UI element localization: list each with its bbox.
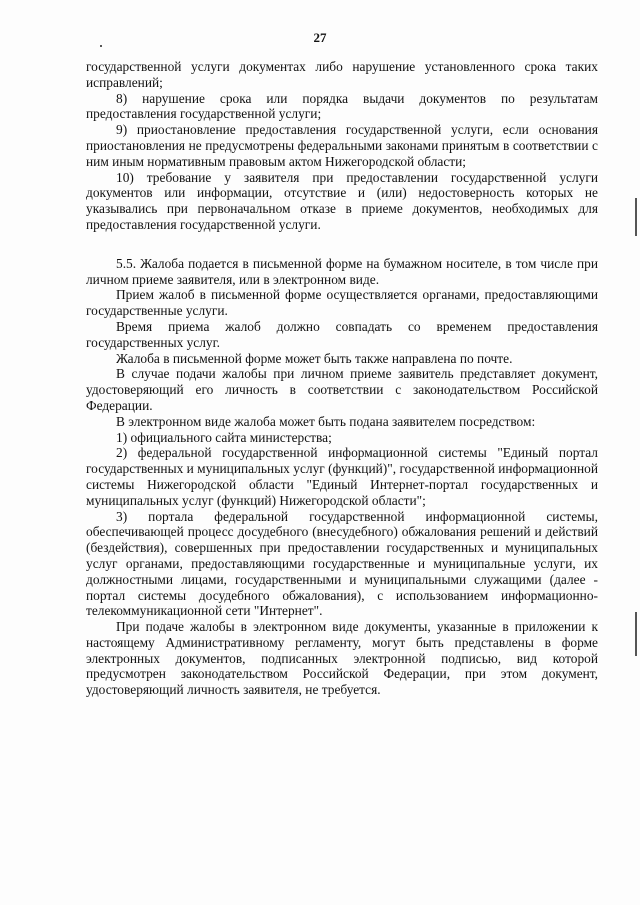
scan-speck <box>100 45 102 47</box>
paragraph-personal-reception: В случае подачи жалобы при личном приеме заявитель представляет документ, удостоверяющий его личность в соответствии с законодательством Российской Федерации. <box>86 366 598 413</box>
scan-edge-mark <box>635 198 637 236</box>
list-item-8: 8) нарушение срока или порядка выдачи документов по результатам предоставления государственной услуги; <box>86 90 598 122</box>
electronic-item-2: 2) федеральной государственной информационной системы "Единый портал государственных и муниципальных услуг (функций)", государственной информационной системы Нижегородской области "Единый Интернет-портал государственных и муниципальных услуг (функций) Нижегородской области"; <box>86 445 598 508</box>
paragraph-electronic-documents: При подаче жалобы в электронном виде документы, указанные в приложении к настоящему Административному регламенту, могут быть представлены в форме электронных документов, подписанных электронной подписью, вид которой предусмотрен законодательством Российской Федерации, при этом документ, удостоверяющий личность заявителя, не требуется. <box>86 619 598 698</box>
page-number: 27 <box>313 30 327 45</box>
paragraph-reception-time: Время приема жалоб должно совпадать со временем предоставления государственных услуг. <box>86 318 598 350</box>
paragraph-reception: Прием жалоб в письменной форме осуществляется органами, предоставляющими государственные услуги. <box>86 287 598 319</box>
section-5-5: 5.5. Жалоба подается в письменной форме на бумажном носителе, в том числе при личном приеме заявителя, или в электронном виде. <box>86 255 598 287</box>
list-item-10: 10) требование у заявителя при предоставлении государственной услуги документов или информации, отсутствие и (или) недостоверность которых не указывались при первоначальном отказе в приеме документов, необходимых для предоставления государственной услуги. <box>86 169 598 232</box>
scan-edge-mark <box>635 612 637 656</box>
paragraph-continuation: государственной услуги документах либо нарушение установленного срока таких исправлений; <box>86 59 598 90</box>
electronic-item-3: 3) портала федеральной государственной информационной системы, обеспечивающей процесс досудебного (внесудебного) обжалования решений и действий (бездействия), совершенных при предоставлении государственных и муниципальных услуг органами, предоставляющими государственные и муниципальные услуги, их должностными лицами, государственными и муниципальными служащими (далее - портал системы досудебного обжалования), с использованием информационно-телекоммуникационной сети "Интернет". <box>86 508 598 619</box>
paragraph-electronic-intro: В электронном виде жалоба может быть подана заявителем посредством: <box>116 413 536 429</box>
document-body <box>86 59 598 698</box>
list-item-9: 9) приостановление предоставления государственной услуги, если основания приостановления не предусмотрены федеральными законами принятым в соответствии с ним иным нормативным правовым актом Нижегородской области; <box>86 122 598 169</box>
electronic-item-1: 1) официального сайта министерства; <box>116 429 332 445</box>
paragraph-mail: Жалоба в письменной форме может быть также направлена по почте. <box>116 350 513 366</box>
